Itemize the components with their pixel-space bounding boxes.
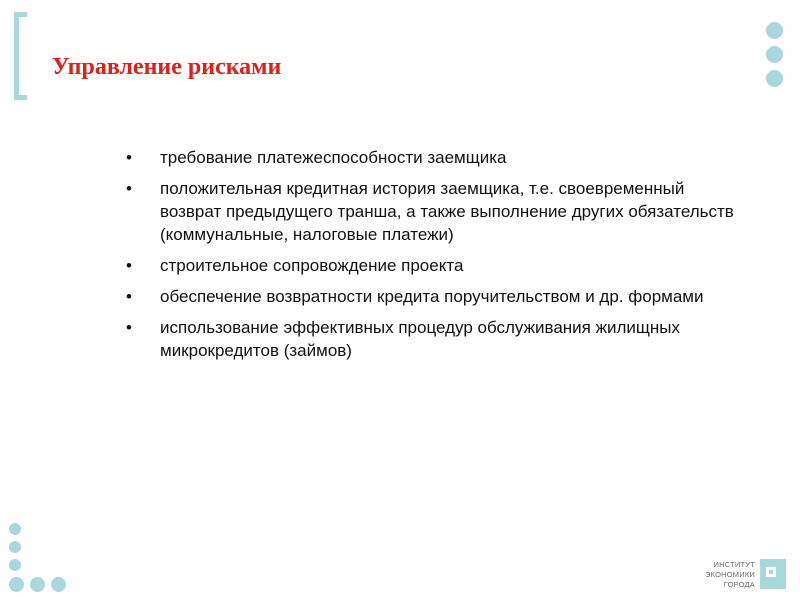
decorative-dot bbox=[30, 577, 45, 592]
decorative-dot bbox=[766, 22, 783, 39]
decorative-dots-bottom bbox=[9, 577, 66, 592]
decorative-dot bbox=[9, 577, 24, 592]
bullet-text: положительная кредитная история заемщика, т.е. своевременный возврат предыдущего транша, а также выполнение других обязательств (коммунальные, налоговые платежи) bbox=[160, 179, 734, 244]
decorative-dots-left bbox=[9, 523, 21, 577]
logo-icon bbox=[760, 559, 786, 589]
bullet-text: обеспечение возвратности кредита поручительством и др. формами bbox=[160, 287, 704, 306]
bullet-item bbox=[126, 177, 736, 246]
bullet-icon: • bbox=[126, 179, 132, 198]
logo-text bbox=[705, 560, 755, 590]
decorative-dot bbox=[9, 541, 21, 553]
bullet-text: использование эффективных процедур обслуживания жилищных микрокредитов (займов) bbox=[160, 318, 680, 360]
bullet-item bbox=[126, 285, 736, 308]
logo-line: ИНСТИТУТ bbox=[713, 560, 755, 569]
bullet-icon: • bbox=[126, 287, 132, 306]
bullet-list bbox=[126, 146, 736, 370]
logo-line: ГОРОДА bbox=[723, 580, 755, 589]
bullet-item bbox=[126, 254, 736, 277]
decorative-bracket bbox=[14, 12, 27, 100]
bullet-icon: • bbox=[126, 318, 132, 337]
decorative-dot bbox=[9, 523, 21, 535]
bullet-text: требование платежеспособности заемщика bbox=[160, 148, 507, 167]
bullet-icon: • bbox=[126, 256, 132, 275]
logo-line: ЭКОНОМИКИ bbox=[705, 570, 755, 579]
decorative-dot bbox=[766, 46, 783, 63]
decorative-dot bbox=[766, 70, 783, 87]
bullet-icon: • bbox=[126, 148, 132, 167]
logo-cutout bbox=[769, 570, 773, 574]
slide-title: Управление рисками bbox=[52, 54, 282, 80]
decorative-dots-right bbox=[766, 22, 786, 94]
decorative-dot bbox=[9, 559, 21, 571]
bullet-item bbox=[126, 316, 736, 362]
bullet-item bbox=[126, 146, 736, 169]
decorative-dot bbox=[51, 577, 66, 592]
bullet-text: строительное сопровождение проекта bbox=[160, 256, 464, 275]
